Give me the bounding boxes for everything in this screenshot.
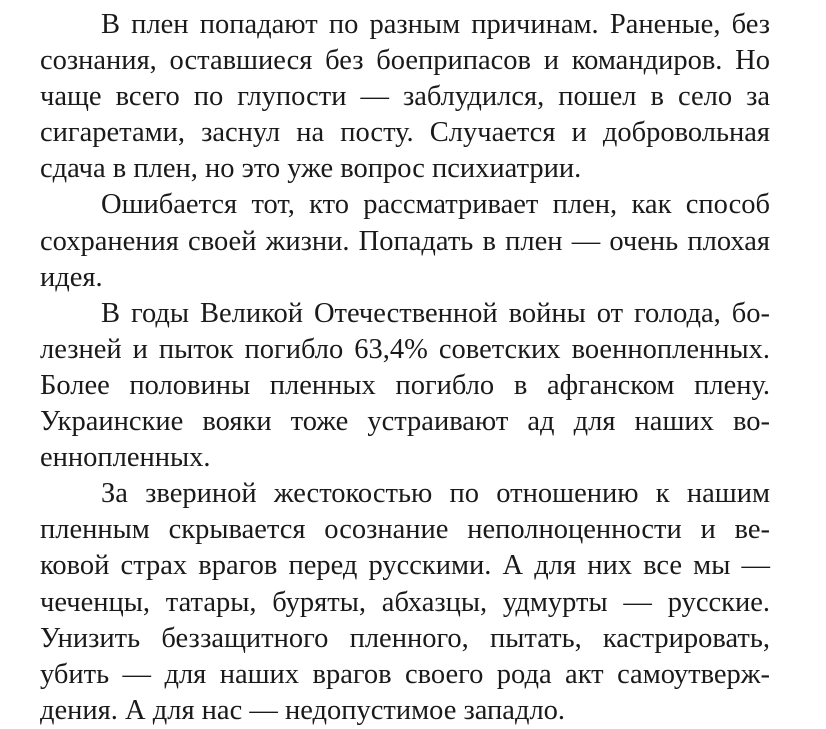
text-line: убить — для наших врагов своего рода акт самоутверж- — [40, 658, 770, 690]
text-line: пленным скрывается осознание неполноценности и ве- — [40, 514, 770, 546]
text-line: еннопленных. — [40, 442, 211, 474]
text-line: В годы Великой Отечественной войны от голода, бо- — [101, 297, 770, 329]
text-line: чеченцы, татары, буряты, абхазцы, удмурты — русские. — [40, 586, 770, 618]
paragraph-pow-deaths — [40, 296, 770, 476]
text-line: сознания, оставшиеся без боеприпасов и командиров. Но — [40, 45, 770, 77]
text-line: Украинские вояки тоже устраивают ад для наших во- — [40, 406, 770, 438]
text-line: идея. — [40, 261, 103, 293]
text-line: сигаретами, заснул на посту. Случается и добровольная — [40, 117, 770, 149]
text-line: чаще всего по глупости — заблудился, пошел в село за — [40, 81, 770, 113]
text-line: В плен попадают по разным причинам. Раненые, без — [101, 9, 770, 40]
paragraph-capture-reasons — [40, 7, 770, 187]
body-text — [40, 7, 770, 729]
text-line: Унизить беззащитного пленного, пытать, кастрировать, — [40, 622, 770, 654]
text-line: дения. А для нас — недопустимое западло. — [40, 694, 566, 726]
text-line: лезней и пыток погибло 63,4% советских военнопленных. — [40, 333, 770, 365]
text-line: Ошибается тот, кто рассматривает плен, как способ — [101, 189, 770, 221]
text-line: сохранения своей жизни. Попадать в плен — очень плохая — [40, 225, 770, 257]
paragraph-cruelty — [40, 476, 770, 729]
text-line: ковой страх врагов перед русскими. А для них все мы — — [40, 550, 770, 582]
text-line: сдача в плен, но это уже вопрос психиатрии. — [40, 153, 582, 185]
paragraph-bad-idea — [40, 187, 770, 295]
text-line: Более половины пленных погибло в афганском плену. — [40, 369, 770, 401]
text-line: За звериной жестокостью по отношению к нашим — [101, 478, 770, 510]
